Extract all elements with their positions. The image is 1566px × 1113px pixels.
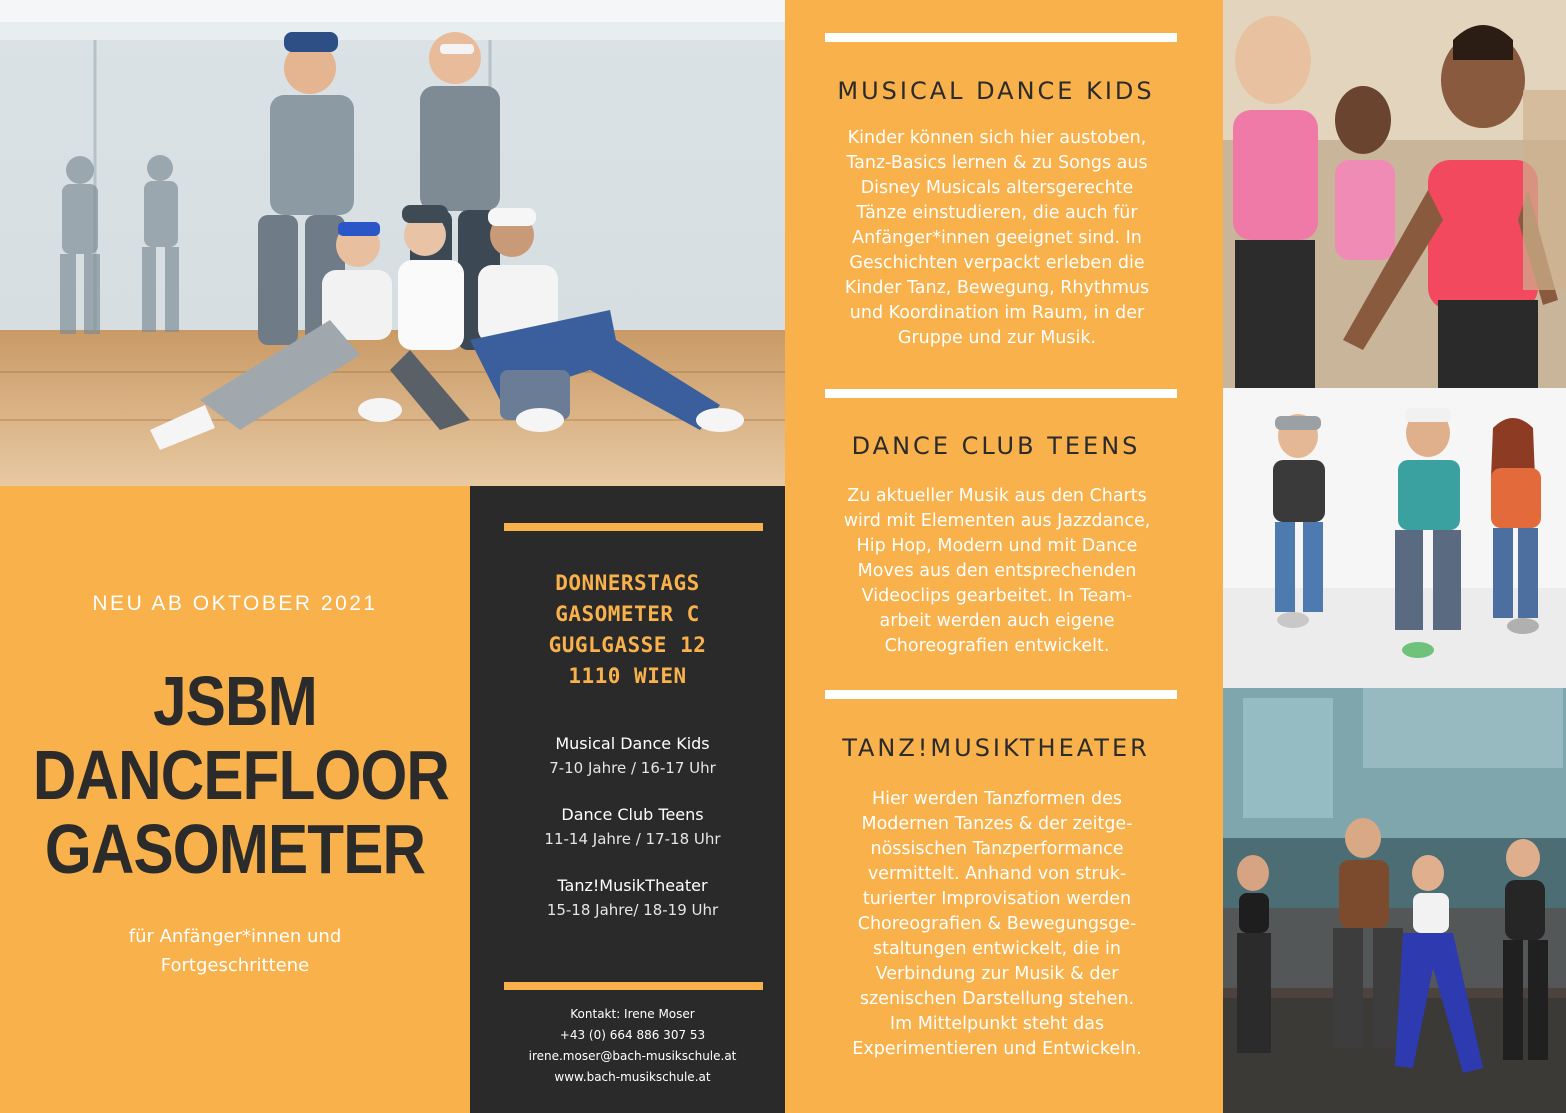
- text-line: und Koordination im Raum, in der: [849, 303, 1145, 323]
- location-line: GUGLGASSE 12: [548, 633, 707, 657]
- course-descriptions: [785, 0, 1223, 1113]
- location-line: 1110 WIEN: [568, 664, 687, 688]
- photo-dance-group: [0, 0, 785, 486]
- course-item: [470, 803, 795, 851]
- text-line: Moves aus den entsprechenden: [857, 561, 1137, 581]
- text-line: Kinder können sich hier austoben,: [847, 128, 1147, 148]
- intro-panel: [0, 486, 470, 1113]
- schedule-panel: [470, 486, 785, 1113]
- text-line: Verbindung zur Musik & der: [875, 964, 1119, 984]
- text-line: Experimentieren und Entwickeln.: [852, 1039, 1142, 1059]
- photo-kids-dancing: [1223, 0, 1566, 388]
- photo-teens-hiphop: [1223, 388, 1566, 688]
- location-line: DONNERSTAGS: [555, 571, 700, 595]
- section-title: DANCE CLUB TEENS: [851, 432, 1141, 460]
- section-description: [805, 787, 1189, 1062]
- text-line: Im Mittelpunkt steht das: [889, 1014, 1105, 1034]
- text-line: szenischen Darstellung stehen.: [859, 989, 1135, 1009]
- section-title: MUSICAL DANCE KIDS: [837, 77, 1155, 105]
- text-line: staltungen entwickelt, die in: [872, 939, 1122, 959]
- text-line: turierter Improvisation werden: [862, 889, 1132, 909]
- contact-website[interactable]: www.bach-musikschule.at: [554, 1070, 711, 1084]
- text-line: Anfänger*innen geeignet sind. In: [852, 228, 1142, 248]
- text-line: Tänze einstudieren, die auch für: [856, 203, 1138, 223]
- audience-line: Fortgeschrittene: [160, 955, 310, 976]
- audience-text: [0, 922, 470, 980]
- divider: [825, 389, 1177, 398]
- contact-name: Kontakt: Irene Moser: [570, 1007, 695, 1021]
- location-block: [470, 568, 785, 692]
- text-line: Hier werden Tanzformen des: [871, 789, 1123, 809]
- text-line: Zu aktueller Musik aus den Charts: [847, 486, 1147, 506]
- location-line: GASOMETER C: [555, 602, 700, 626]
- text-line: Kinder Tanz, Bewegung, Rhythmus: [844, 278, 1150, 298]
- text-line: Choreografien entwickelt.: [884, 636, 1110, 656]
- text-line: arbeit werden auch eigene: [879, 611, 1115, 631]
- course-name: Dance Club Teens: [561, 805, 704, 824]
- audience-line: für Anfänger*innen und: [128, 926, 342, 947]
- text-line: Choreografien & Bewegungsge-: [857, 914, 1137, 934]
- course-item: [470, 732, 795, 780]
- course-time: 7-10 Jahre / 16-17 Uhr: [549, 759, 716, 777]
- divider: [825, 690, 1177, 699]
- contact-email[interactable]: irene.moser@bach-musikschule.at: [528, 1049, 737, 1063]
- text-line: wird mit Elementen aus Jazzdance,: [843, 511, 1151, 531]
- contact-phone[interactable]: +43 (0) 664 886 307 53: [559, 1028, 706, 1042]
- text-line: Geschichten verpackt erleben die: [849, 253, 1145, 273]
- page-title: [32, 662, 450, 888]
- text-line: Tanz-Basics lernen & zu Songs aus: [846, 153, 1148, 173]
- text-line: Disney Musicals altersgerechte: [860, 178, 1134, 198]
- course-name: Tanz!MusikTheater: [557, 876, 708, 895]
- divider: [504, 523, 763, 531]
- section-title: TANZ!MUSIKTHEATER: [842, 734, 1150, 762]
- course-item: [470, 874, 795, 922]
- course-time: 15-18 Jahre/ 18-19 Uhr: [546, 901, 719, 919]
- section-description: [805, 484, 1189, 659]
- course-time: 11-14 Jahre / 17-18 Uhr: [544, 830, 721, 848]
- text-line: Hip Hop, Modern und mit Dance: [856, 536, 1138, 556]
- divider: [504, 982, 763, 990]
- title-line: JSBM: [153, 662, 317, 740]
- text-line: Videoclips gearbeitet. In Team-: [861, 586, 1133, 606]
- divider: [825, 33, 1177, 42]
- text-line: Gruppe und zur Musik.: [897, 328, 1097, 348]
- title-line: GASOMETER: [44, 810, 426, 888]
- text-line: vermittelt. Anhand von struk-: [867, 864, 1127, 884]
- title-line: DANCEFLOOR: [32, 736, 450, 814]
- contact-block: [470, 1004, 795, 1088]
- text-line: nössischen Tanzperformance: [870, 839, 1124, 859]
- text-line: Modernen Tanzes & der zeitge-: [861, 814, 1133, 834]
- course-name: Musical Dance Kids: [555, 734, 710, 753]
- photo-industrial-dancers: [1223, 688, 1566, 1113]
- section-description: [805, 126, 1189, 351]
- start-date-label: NEU AB OKTOBER 2021: [92, 592, 378, 615]
